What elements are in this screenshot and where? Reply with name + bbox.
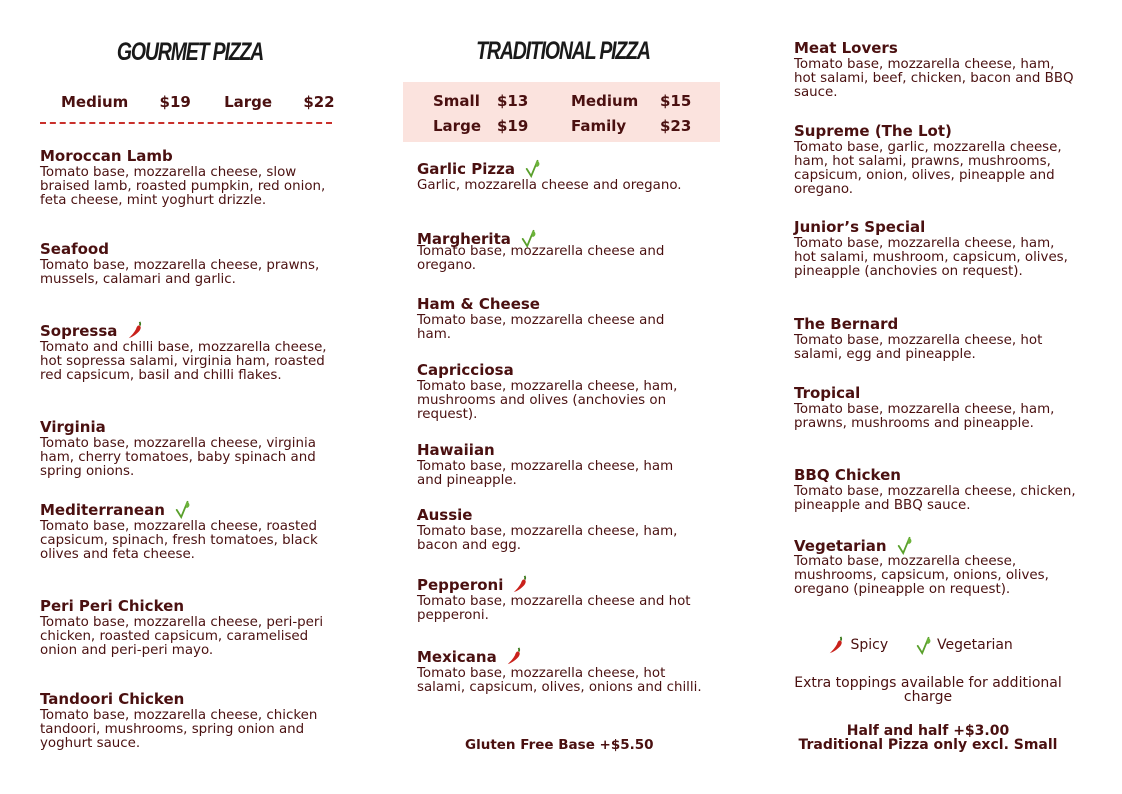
item-name: Ham & Cheese: [417, 295, 540, 313]
menu-item: [794, 121, 1079, 197]
menu-item: [417, 646, 702, 695]
small-price: $13: [497, 92, 529, 110]
item-name: Mexicana: [417, 648, 497, 666]
gluten-free-note: Gluten Free Base +$5.50: [465, 737, 654, 753]
large-label: Large: [224, 93, 273, 111]
large-label: Large: [433, 117, 481, 135]
item-description: Tomato base, mozzarella cheese, hot salami, capsicum, olives, onions and chilli.: [417, 666, 702, 695]
item-name: Vegetarian: [794, 537, 887, 555]
item-description: Tomato base, mozzarella cheese, ham and pineapple.: [417, 459, 674, 488]
family-label: Family: [571, 117, 627, 135]
menu-item: [40, 499, 330, 562]
item-name: Margherita: [417, 230, 511, 248]
item-name: Virginia: [40, 418, 106, 436]
menu-item: [40, 320, 330, 383]
item-description: Tomato base, mozzarella cheese, roasted capsicum, spinach, fresh tomatoes, black olives and feta cheese.: [40, 519, 318, 562]
item-description: Tomato base, mozzarella cheese, virginia ham, cherry tomatoes, baby spinach and spring onions.: [40, 436, 316, 479]
item-description: Tomato base, mozzarella cheese, chicken tandoori, mushrooms, spring onion and yoghurt sauce.: [40, 708, 318, 751]
item-name: Junior’s Special: [794, 218, 926, 236]
item-name: BBQ Chicken: [794, 466, 901, 484]
item-name: Peri Peri Chicken: [40, 597, 185, 615]
item-name: The Bernard: [794, 315, 899, 333]
extra-toppings-note: Extra toppings available for additional charge: [794, 675, 1062, 705]
price-box: [403, 82, 720, 142]
menu-item: [417, 505, 702, 553]
item-description: Tomato base, mozzarella cheese, slow braised lamb, roasted pumpkin, red onion, feta cheese, mint yoghurt drizzle.: [40, 165, 326, 208]
vegetarian-icon: [174, 499, 192, 519]
item-description: Tomato base, mozzarella cheese and hot pepperoni.: [417, 594, 691, 623]
family-price: $23: [660, 117, 692, 135]
item-name: Mediterranean: [40, 501, 165, 519]
vegetarian-icon: [915, 635, 933, 655]
menu-item: [417, 228, 702, 273]
menu-item: [417, 158, 702, 193]
menu-item: [40, 689, 330, 751]
item-description: Tomato base, mozzarella cheese and oregano.: [417, 244, 665, 273]
menu-item: [417, 294, 702, 342]
chili-icon: [512, 574, 530, 594]
medium-label: Medium: [571, 92, 639, 110]
medium-price: $15: [660, 92, 692, 110]
menu-item: [794, 535, 1079, 597]
traditional-title: TRADITIONAL PIZZA: [476, 37, 650, 65]
item-name: Seafood: [40, 240, 109, 258]
item-description: Tomato base, mozzarella cheese, peri-peri chicken, roasted capsicum, caramelised onion and peri-peri mayo.: [40, 615, 324, 658]
item-name: Supreme (The Lot): [794, 122, 952, 140]
gourmet-prices: [61, 93, 335, 111]
half-and-half-note: Half and half +$3.00: [846, 723, 1010, 739]
item-description: Tomato base, mozzarella cheese, ham, bacon and egg.: [417, 524, 678, 553]
item-name: Sopressa: [40, 322, 118, 340]
item-name: Meat Lovers: [794, 39, 898, 57]
item-name: Aussie: [417, 506, 473, 524]
dashed-divider: [40, 122, 332, 124]
menu-item: [40, 146, 330, 208]
medium-label: Medium: [61, 93, 129, 111]
item-name: Hawaiian: [417, 441, 495, 459]
item-description: Tomato base, garlic, mozzarella cheese, ham, hot salami, prawns, mushrooms, capsicum, onion, olives, pineapple and oregano.: [794, 140, 1062, 197]
chili-icon: [127, 320, 145, 340]
legend-spicy: Spicy: [850, 637, 889, 653]
large-price: $19: [497, 117, 529, 135]
item-description: Tomato base, mozzarella cheese, prawns, mussels, calamari and garlic.: [40, 258, 320, 287]
item-name: Pepperoni: [417, 576, 504, 594]
item-description: Tomato and chilli base, mozzarella cheese, hot sopressa salami, virginia ham, roasted red capsicum, basil and chilli flakes.: [40, 340, 327, 383]
menu-item: [794, 38, 1079, 100]
vegetarian-icon: [524, 158, 542, 178]
item-description: Tomato base, mozzarella cheese, hot salami, egg and pineapple.: [794, 333, 1043, 362]
item-name: Moroccan Lamb: [40, 147, 173, 165]
item-name: Tandoori Chicken: [40, 690, 185, 708]
gourmet-title: GOURMET PIZZA: [116, 38, 264, 66]
vegetarian-icon: [896, 535, 914, 555]
half-and-half-condition: Traditional Pizza only excl. Small: [798, 737, 1058, 753]
item-description: Tomato base, mozzarella cheese, mushrooms, capsicum, onions, olives, oregano (pineapple on request).: [794, 554, 1049, 597]
menu-item: [794, 383, 1079, 431]
menu-item: [794, 217, 1079, 279]
chili-icon: [506, 646, 524, 666]
item-description: Tomato base, mozzarella cheese, ham, hot salami, mushroom, capsicum, olives, pineapple (anchovies on request).: [794, 236, 1068, 279]
menu-item: [40, 596, 330, 658]
item-description: Tomato base, mozzarella cheese, chicken, pineapple and BBQ sauce.: [794, 484, 1076, 513]
item-name: Garlic Pizza: [417, 160, 515, 178]
menu-item: [417, 574, 702, 623]
medium-price: $19: [159, 93, 191, 111]
item-description: Tomato base, mozzarella cheese, ham, prawns, mushrooms and pineapple.: [794, 402, 1055, 431]
item-description: Tomato base, mozzarella cheese and ham.: [417, 313, 665, 342]
item-description: Garlic, mozzarella cheese and oregano.: [417, 178, 682, 193]
menu-item: [417, 360, 702, 422]
item-name: Capricciosa: [417, 361, 514, 379]
menu-item: [417, 440, 702, 488]
chili-icon: [828, 635, 846, 655]
icon-legend: [828, 635, 1013, 655]
item-description: Tomato base, mozzarella cheese, ham, hot salami, beef, chicken, bacon and BBQ sauce.: [794, 57, 1074, 100]
menu-item: [794, 314, 1079, 362]
menu-item: [794, 465, 1079, 513]
large-price: $22: [303, 93, 335, 111]
menu-item: [40, 239, 330, 287]
menu-item: [40, 417, 330, 479]
item-name: Tropical: [794, 384, 861, 402]
small-label: Small: [433, 92, 480, 110]
legend-vegetarian: Vegetarian: [937, 637, 1013, 653]
item-description: Tomato base, mozzarella cheese, ham, mushrooms and olives (anchovies on request).: [417, 379, 678, 422]
